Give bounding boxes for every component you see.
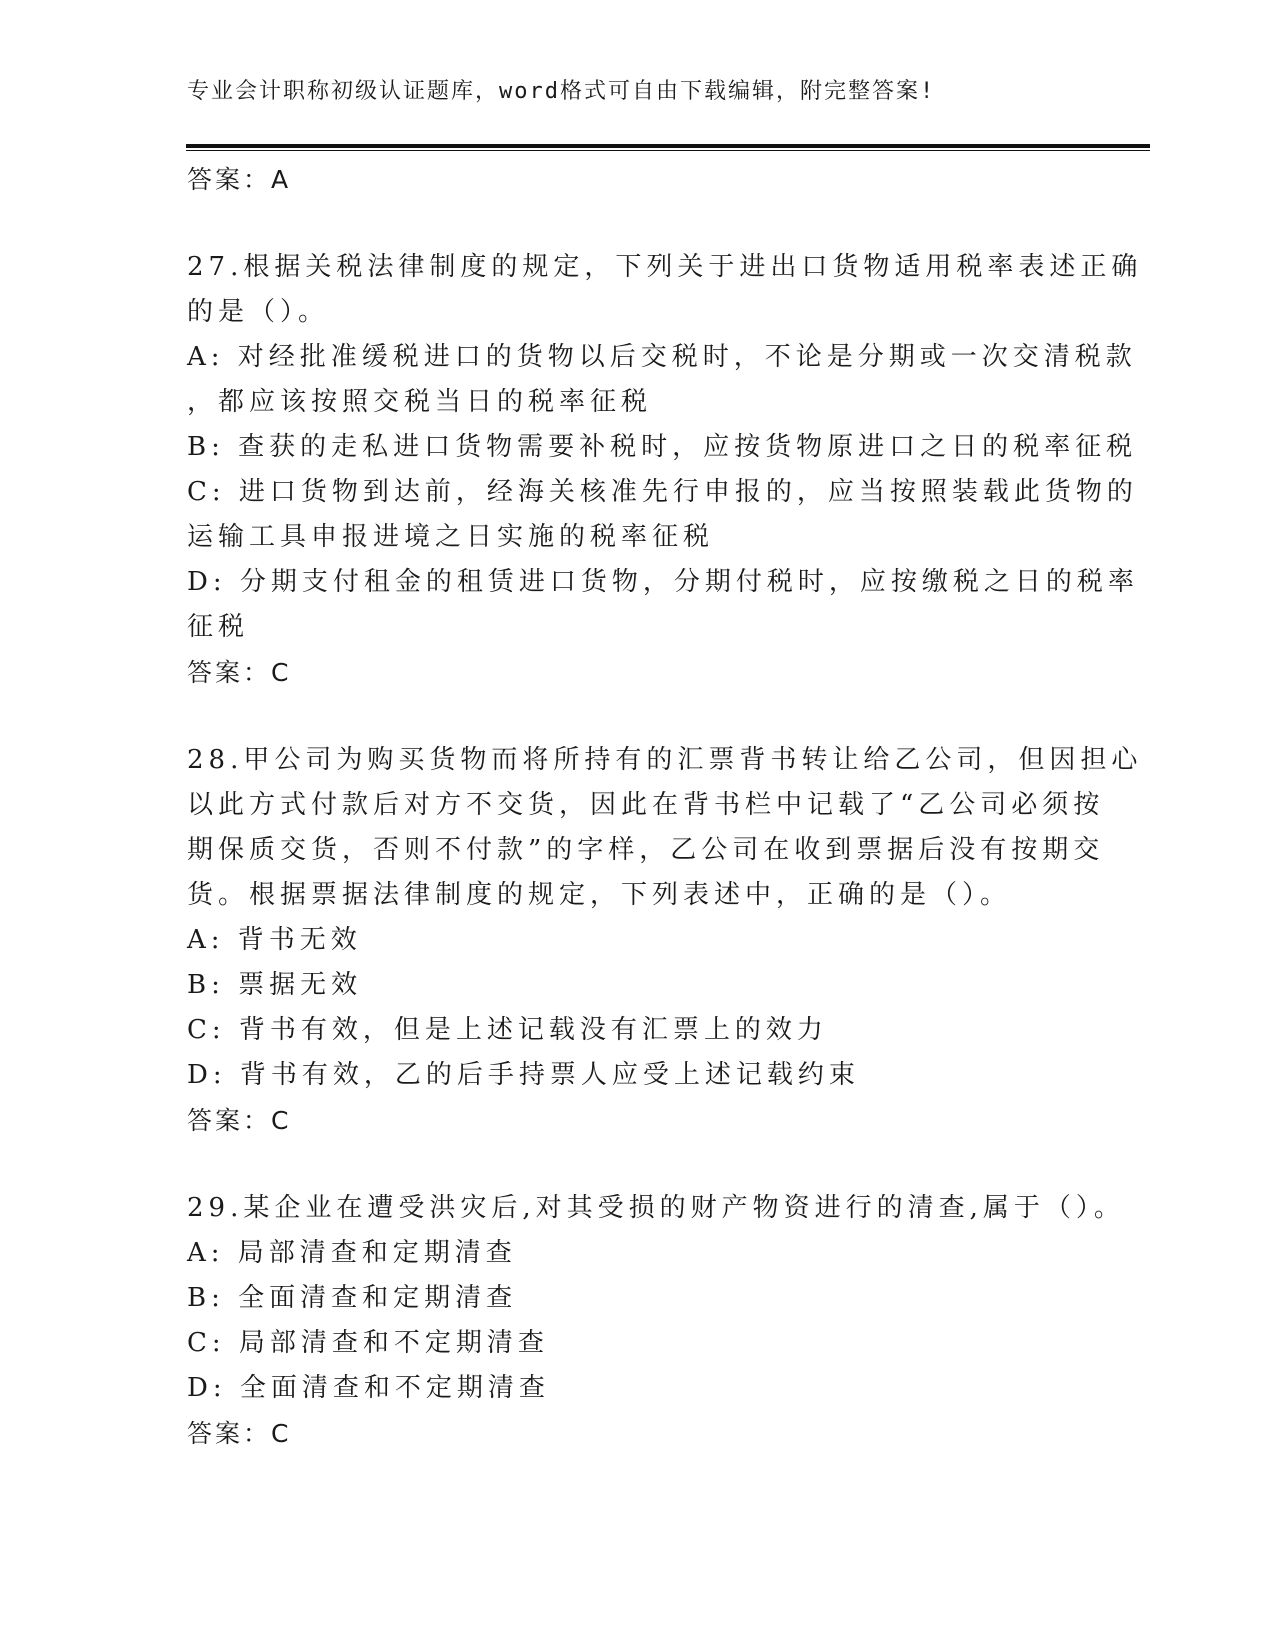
option-line: 征税 xyxy=(187,612,250,642)
question-block xyxy=(187,1186,1125,1456)
page-header: 专业会计职称初级认证题库，word格式可自由下载编辑，附完整答案! xyxy=(187,79,936,104)
question-stem-line: 28.甲公司为购买货物而将所持有的汇票背书转让给乙公司，但因担心 xyxy=(187,745,1143,775)
answer-line: 答案：C xyxy=(187,658,292,687)
answer-line: 答案：A xyxy=(187,165,292,194)
question-stem-line: 期保质交货，否则不付款”的字样，乙公司在收到票据后没有按期交 xyxy=(187,835,1105,865)
option-line: C: 背书有效，但是上述记载没有汇票上的效力 xyxy=(187,1015,828,1045)
option-line: D: 分期支付租金的租赁进口货物，分期付税时，应按缴税之日的税率 xyxy=(187,567,1139,597)
question-block xyxy=(187,738,1143,1143)
question-stem-line: 货。根据票据法律制度的规定，下列表述中，正确的是（）。 xyxy=(187,880,1012,910)
option-line: ，都应该按照交税当日的税率征税 xyxy=(187,387,653,417)
question-stem-line: 的是（）。 xyxy=(187,297,330,327)
option-line: B: 全面清查和定期清查 xyxy=(187,1283,518,1313)
option-line: D: 背书有效，乙的后手持票人应受上述记载约束 xyxy=(187,1060,860,1090)
header-rule-thin xyxy=(186,150,1150,151)
header-rule-thick xyxy=(186,144,1150,148)
option-line: B: 票据无效 xyxy=(187,970,363,1000)
option-line: C: 局部清查和不定期清查 xyxy=(187,1328,549,1358)
question-content xyxy=(187,157,1143,1456)
option-line: C: 进口货物到达前，经海关核准先行申报的，应当按照装载此货物的 xyxy=(187,477,1138,507)
option-line: D: 全面清查和不定期清查 xyxy=(187,1373,550,1403)
question-stem-line: 27.根据关税法律制度的规定，下列关于进出口货物适用税率表述正确 xyxy=(187,252,1143,282)
option-line: 运输工具申报进境之日实施的税率征税 xyxy=(187,522,715,552)
question-block xyxy=(187,245,1143,695)
question-stem-line: 以此方式付款后对方不交货，因此在背书栏中记载了“乙公司必须按 xyxy=(187,790,1105,820)
option-line: A: 对经批准缓税进口的货物以后交税时，不论是分期或一次交清税款 xyxy=(187,342,1137,372)
question-stem-line: 29.某企业在遭受洪灾后,对其受损的财产物资进行的清查,属于（）。 xyxy=(187,1193,1125,1223)
answer-line: 答案：C xyxy=(187,1419,292,1448)
option-line: A: 背书无效 xyxy=(187,925,362,955)
option-line: A: 局部清查和定期清查 xyxy=(187,1238,517,1268)
answer-line: 答案：C xyxy=(187,1106,292,1135)
option-line: B: 查获的走私进口货物需要补税时，应按货物原进口之日的税率征税 xyxy=(187,432,1138,462)
